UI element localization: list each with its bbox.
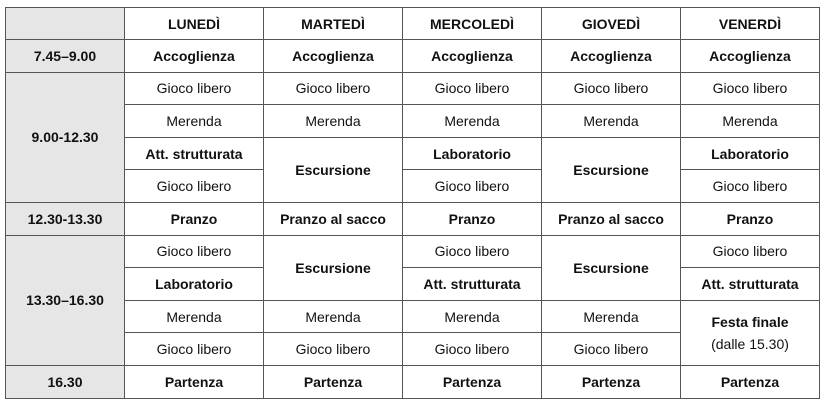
schedule-cell: Gioco libero bbox=[125, 235, 264, 268]
time-slot-label: 7.45–9.00 bbox=[6, 40, 125, 73]
afternoon-row-3 bbox=[6, 300, 820, 333]
day-header-tuesday: MARTEDÌ bbox=[264, 8, 403, 40]
day-header-friday: VENERDÌ bbox=[681, 8, 820, 40]
schedule-cell: Gioco libero bbox=[681, 235, 820, 268]
schedule-cell: Laboratorio bbox=[681, 137, 820, 170]
schedule-cell: Gioco libero bbox=[264, 333, 403, 366]
morning-row-4 bbox=[6, 170, 820, 203]
schedule-cell: Gioco libero bbox=[403, 72, 542, 105]
schedule-cell: Gioco libero bbox=[403, 333, 542, 366]
schedule-cell: Accoglienza bbox=[264, 40, 403, 73]
schedule-cell: Gioco libero bbox=[542, 72, 681, 105]
morning-row-1 bbox=[6, 72, 820, 105]
day-header-thursday: GIOVEDÌ bbox=[542, 8, 681, 40]
schedule-cell: Escursione bbox=[264, 235, 403, 300]
schedule-cell: Partenza bbox=[681, 365, 820, 398]
morning-row-3 bbox=[6, 137, 820, 170]
afternoon-row-1 bbox=[6, 235, 820, 268]
schedule-cell: Merenda bbox=[403, 300, 542, 333]
schedule-cell: Gioco libero bbox=[125, 170, 264, 203]
schedule-cell: Laboratorio bbox=[125, 268, 264, 301]
schedule-cell: Accoglienza bbox=[403, 40, 542, 73]
schedule-cell: Merenda bbox=[264, 105, 403, 138]
schedule-cell: Partenza bbox=[542, 365, 681, 398]
schedule-cell: Gioco libero bbox=[403, 235, 542, 268]
schedule-cell: Laboratorio bbox=[403, 137, 542, 170]
schedule-cell: Merenda bbox=[542, 105, 681, 138]
header-row bbox=[6, 8, 820, 40]
schedule-cell: Gioco libero bbox=[125, 333, 264, 366]
time-slot-label: 13.30–16.30 bbox=[6, 235, 125, 365]
day-header-monday: LUNEDÌ bbox=[125, 8, 264, 40]
schedule-cell: Att. strutturata bbox=[125, 137, 264, 170]
schedule-cell: Gioco libero bbox=[681, 170, 820, 203]
schedule-cell: Pranzo bbox=[681, 202, 820, 235]
schedule-cell: Partenza bbox=[403, 365, 542, 398]
accoglienza-row bbox=[6, 40, 820, 73]
afternoon-row-2 bbox=[6, 268, 820, 301]
schedule-cell: Partenza bbox=[264, 365, 403, 398]
schedule-cell: Pranzo bbox=[125, 202, 264, 235]
schedule-cell: Att. strutturata bbox=[681, 268, 820, 301]
schedule-cell: Gioco libero bbox=[681, 72, 820, 105]
schedule-cell: Escursione bbox=[542, 235, 681, 300]
time-slot-label: 16.30 bbox=[6, 365, 125, 398]
schedule-cell: Merenda bbox=[125, 105, 264, 138]
schedule-cell: Gioco libero bbox=[403, 170, 542, 203]
schedule-cell: Merenda bbox=[542, 300, 681, 333]
schedule-cell: Merenda bbox=[264, 300, 403, 333]
schedule-cell: Escursione bbox=[264, 137, 403, 202]
schedule-cell: Accoglienza bbox=[125, 40, 264, 73]
schedule-cell: Partenza bbox=[125, 365, 264, 398]
schedule-cell: Merenda bbox=[125, 300, 264, 333]
schedule-cell: Accoglienza bbox=[542, 40, 681, 73]
morning-row-2 bbox=[6, 105, 820, 138]
partenza-row bbox=[6, 365, 820, 398]
schedule-cell: Pranzo bbox=[403, 202, 542, 235]
festa-finale-title: Festa finale bbox=[711, 313, 789, 330]
festa-finale-note: (dalle 15.30) bbox=[711, 335, 789, 352]
schedule-cell: Merenda bbox=[681, 105, 820, 138]
schedule-cell: Escursione bbox=[542, 137, 681, 202]
schedule-cell: Pranzo al sacco bbox=[542, 202, 681, 235]
weekly-schedule-table bbox=[5, 7, 820, 399]
time-slot-label: 9.00-12.30 bbox=[6, 72, 125, 202]
time-slot-label: 12.30-13.30 bbox=[6, 202, 125, 235]
schedule-cell: Merenda bbox=[403, 105, 542, 138]
corner-cell bbox=[6, 8, 125, 40]
lunch-row bbox=[6, 202, 820, 235]
festa-finale-cell bbox=[681, 300, 820, 365]
schedule-cell: Gioco libero bbox=[125, 72, 264, 105]
day-header-wednesday: MERCOLEDÌ bbox=[403, 8, 542, 40]
schedule-cell: Gioco libero bbox=[264, 72, 403, 105]
schedule-cell: Gioco libero bbox=[542, 333, 681, 366]
schedule-cell: Att. strutturata bbox=[403, 268, 542, 301]
schedule-cell: Pranzo al sacco bbox=[264, 202, 403, 235]
schedule-cell: Accoglienza bbox=[681, 40, 820, 73]
